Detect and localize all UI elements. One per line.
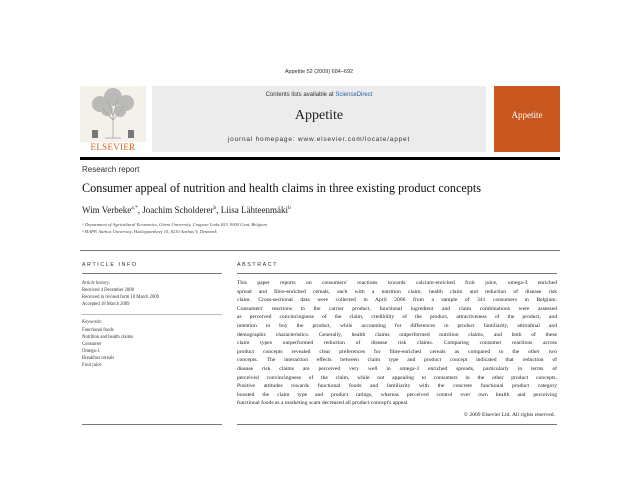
article-info-heading: ARTICLE INFO (82, 262, 138, 268)
abstract-line: intention to buy the product, while accounting for differences in product familiarity, attitudinal and (237, 323, 557, 329)
abstract-line: functional foods as a marketing scam decreased all product concept's appeal. (237, 400, 409, 407)
abstract-line: demographic characteristics. Generally, health claims outperformed nutrition claims, and both of these (237, 331, 557, 338)
keyword: Functional foods (82, 328, 114, 333)
keyword: Nutrition and health claims (82, 335, 134, 340)
article-title: Consumer appeal of nutrition and health claims in three existing product concepts (82, 181, 482, 195)
sciencedirect-link[interactable]: ScienceDirect (335, 92, 373, 98)
keyword: Fruit juice (82, 363, 102, 368)
journal-homepage[interactable]: journal homepage: www.elsevier.com/locate/appet (227, 136, 411, 143)
author-name: Liisa Lähteenmäki (220, 205, 289, 215)
journal-masthead (80, 86, 560, 152)
info-divider (82, 273, 222, 274)
abstract-line: This paper reports on consumers' reactions towards calcium-enriched fruit juice, omega-3 enriched (237, 280, 557, 286)
history-item: Received in revised form 10 March 2009 (82, 295, 160, 300)
contents-line (152, 92, 486, 98)
history-label: Article history: (82, 281, 111, 286)
journal-name: Appetite (294, 108, 344, 123)
article-type: Research report (82, 165, 140, 174)
info-bottom-rule (82, 424, 222, 425)
history-item: Accepted 18 March 2009 (82, 302, 130, 307)
masthead-rule (80, 157, 560, 160)
keyword: Consumer (82, 342, 102, 347)
section-divider (80, 250, 560, 251)
abstract-line: product concepts revealed clear preferences for fibre-enriched cereals as compared to the other two (237, 348, 557, 355)
abstract-heading: ABSTRACT (237, 262, 279, 268)
elsevier-logo (80, 86, 146, 152)
abstract-line: disease risk claims are perceived very well in omega-3 enriched spreads, particularly in terms of (237, 366, 557, 372)
abstract-line: claim. Cross-sectional data were collected in April 2006 from a sample of 341 consumers in Belgium. (237, 297, 557, 304)
journal-cover (494, 86, 560, 152)
abstract-line: Positive attitudes towards functional foods and familiarity with the concrete functional product category (237, 383, 557, 390)
author-affiliation-marker: b (213, 205, 217, 211)
history-item: Received 4 December 2008 (82, 288, 134, 293)
abstract-bottom-rule (237, 424, 557, 425)
publisher-wordmark: ELSEVIER (90, 142, 136, 152)
affiliation-a: ᵃ Department of Agricultural Economics, Ghent University, Coupure Links 653, 9000 Gent, Belgium (82, 222, 267, 227)
cover-title: Appetite (511, 110, 543, 120)
abstract-line: boosted the claim type and product ratings, whereas perceived control over own health and perceiving (237, 391, 557, 398)
copyright-notice: © 2009 Elsevier Ltd. All rights reserved. (463, 412, 555, 418)
journal-banner (152, 86, 486, 152)
abstract-line: as perceived convincingness of the claim, credibility of the product, attractiveness of the product, and (237, 314, 557, 321)
abstract-line: claim types outperformed reduction of disease risk claims. Comparing consumer reactions across (237, 340, 557, 347)
author-affiliation-marker: a,* (131, 205, 138, 211)
keywords-label: Keywords: (82, 320, 103, 325)
author-name: Wim Verbeke (82, 205, 132, 215)
author-affiliation-marker: b (288, 205, 291, 211)
author-list: Wim Verbeke$^{a,*}$, Joachim Scholderer$^b$, Liisa Lähteenmäki$^b$ (82, 205, 291, 215)
abstract-line: spread and fibre-enriched cereals, each with a nutrition claim, health claim and reduction of disease risk (237, 288, 557, 295)
abstract-line: perceived convincingness of the claim, while not appealing to consumers in the other product concepts. (237, 374, 557, 381)
tree-logo-icon (80, 86, 146, 142)
journal-reference: Appetite 52 (2009) 684–692 (284, 69, 354, 75)
affiliation-b: ᵇ MAPP, Aarhus University, Haslegaardsvej 10, 8210 Aarhus V, Denmark (82, 229, 217, 234)
abstract-line: Consumers' reactions to the carrier product, functional ingredient and claim combinations were assessed (237, 305, 557, 312)
keyword: Breakfast cereals (82, 356, 115, 361)
abstract-line: concepts. The interaction effects between claim type and product concept indicated that reduction of (237, 357, 557, 364)
author-name: Joachim Scholderer (142, 205, 214, 215)
keyword: Omega-3 (82, 349, 100, 354)
contents-prefix: Contents lists available at (265, 92, 336, 98)
abstract-divider (237, 273, 557, 274)
keywords-divider (82, 314, 222, 315)
